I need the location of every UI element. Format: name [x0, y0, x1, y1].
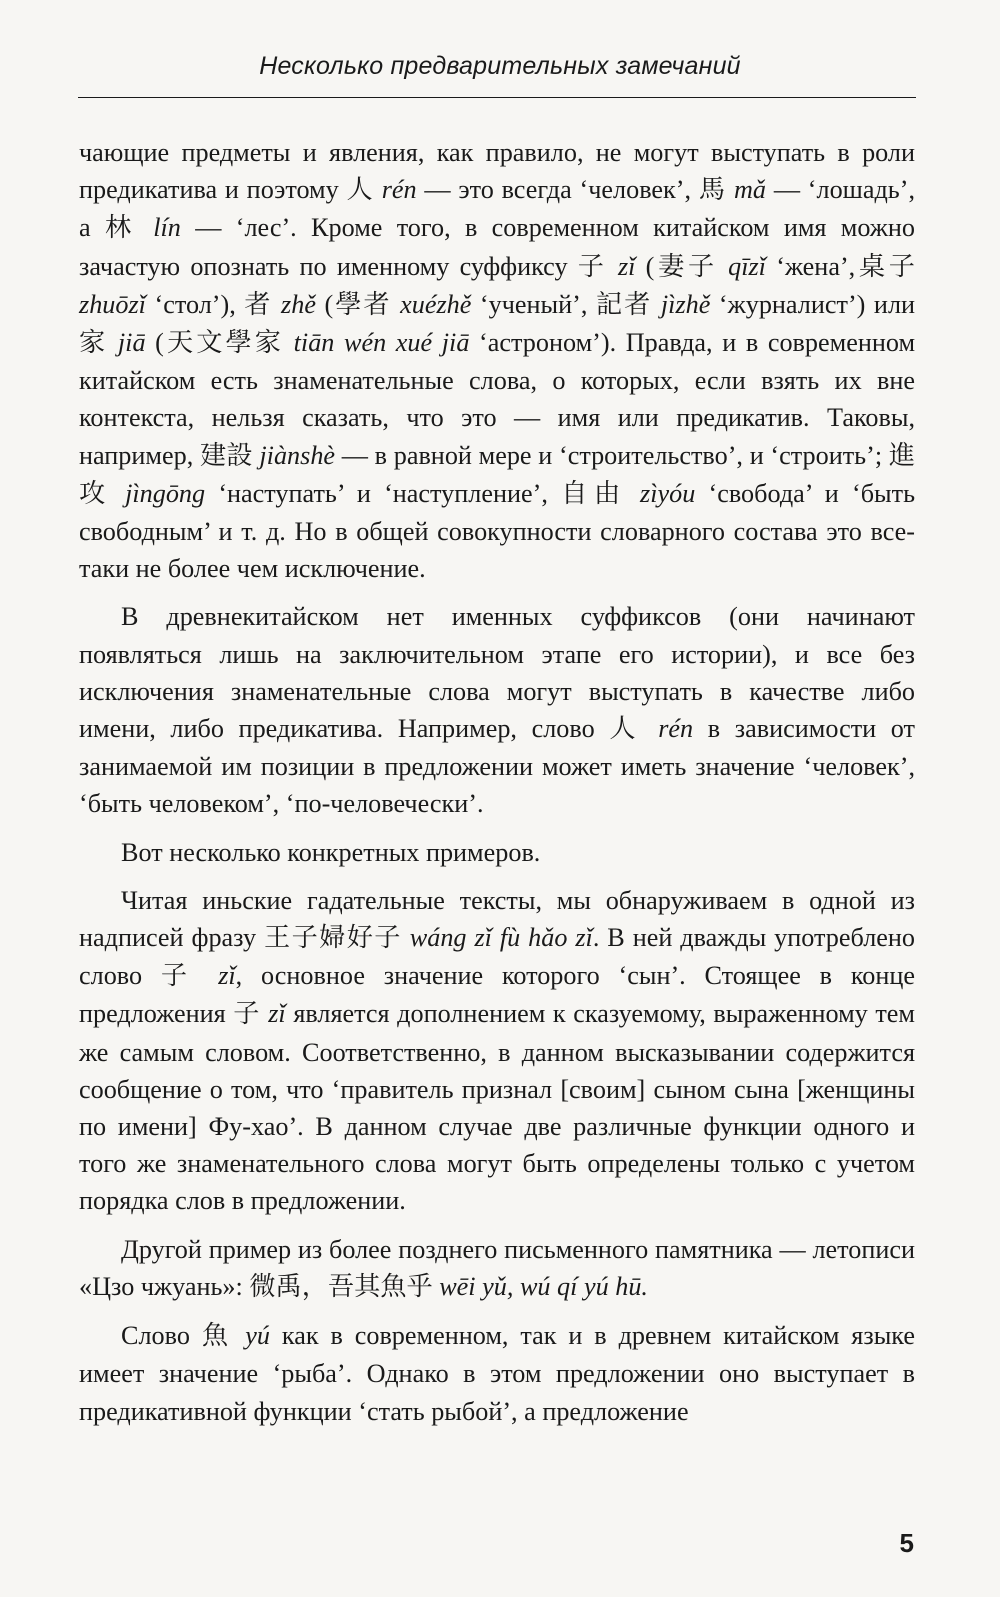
- text-run: является дополнением к сказуемому, выраженному тем же самым словом. Соответственно, в данном высказывании содержится сообщение о том, что ‘правитель признал [своим] сыном сына [женщины по имени] Фу-хао’. В данном случае две различные функции одного и того же знаменательного слова могут быть определены только с учетом порядка слов в предложении.: [79, 999, 916, 1216]
- romanization: wēi yǔ, wú qí yú hū.: [439, 1271, 648, 1301]
- romanization: jiànshè: [259, 440, 336, 470]
- paragraph: [79, 834, 915, 871]
- text-run: чающие предметы и явления, как правило, не могут выступать в роли предикатива и поэтому: [79, 138, 915, 205]
- page-number: 5: [899, 1528, 914, 1558]
- chinese-characters: 者: [244, 289, 273, 320]
- romanization: qīzǐ: [728, 251, 766, 281]
- romanization: tiān wén xué jiā: [293, 328, 470, 358]
- chinese-characters: 子: [577, 251, 608, 282]
- text-run: [112, 479, 125, 508]
- text-run: В древнекитайском нет именных суффиксов (они начинают появляться лишь на заключительном этапе его истории), и все без исключения знаменательные слова могут выступать в качестве либо имени, либо предикатива. Например, слово: [79, 602, 915, 744]
- paragraph: [79, 1231, 915, 1306]
- romanization: zǐ: [268, 999, 286, 1029]
- text-run: [233, 1321, 245, 1350]
- text-run: (: [635, 251, 655, 281]
- text-run: (: [145, 328, 164, 358]
- chinese-characters: 自由: [561, 478, 627, 509]
- chinese-characters: 人: [346, 175, 374, 206]
- text-run: — это всегда ‘человек’,: [416, 175, 699, 205]
- text-run: — ‘лес’. Кроме того, в современном китайском имя можно зачастую опознать по именному суффиксу: [79, 213, 915, 281]
- paragraph: [79, 134, 915, 587]
- text-run: Вот несколько конкретных примеров.: [121, 837, 541, 867]
- text-run: в зависимости от занимаемой им позиции в предложении может иметь значение ‘человек’, ‘быть человеком’, ‘по-человечески’.: [79, 714, 915, 819]
- romanization: zǐ: [617, 251, 636, 281]
- text-run: . В ней дважды употреблено слово: [79, 923, 915, 991]
- chinese-characters: 人: [609, 714, 644, 745]
- text-run: , основное значение которого ‘сын’. Стоящее в конце предложения: [79, 961, 915, 1029]
- text-run: [284, 328, 294, 357]
- romanization: zhuōzǐ: [79, 289, 146, 319]
- text-run: Читая иньские гадательные тексты, мы обнаруживаем в одной из надписей фразу: [79, 885, 915, 953]
- text-run: [718, 252, 728, 281]
- body-text: [79, 134, 915, 1430]
- text-run: ‘журналист’) или: [710, 289, 916, 319]
- text-run: [139, 213, 153, 242]
- romanization: xuézhě: [400, 289, 472, 319]
- chinese-characters: 子: [160, 961, 200, 992]
- text-run: ‘наступать’ и ‘наступление’,: [205, 478, 562, 508]
- text-run: [108, 328, 118, 357]
- chinese-characters: 子: [233, 999, 261, 1030]
- romanization: lín: [153, 213, 181, 243]
- romanization: wáng zǐ fù hǎo zǐ: [409, 923, 593, 953]
- romanization: zhě: [281, 289, 316, 319]
- text-run: [392, 290, 401, 319]
- chinese-characters: 林: [104, 213, 139, 244]
- chinese-characters: 妻子: [654, 251, 718, 282]
- text-run: — ‘лошадь’, а: [79, 175, 915, 243]
- romanization: jiā: [117, 328, 146, 358]
- romanization: jìngōng: [125, 478, 206, 508]
- text-run: [608, 252, 618, 281]
- text-run: (: [315, 289, 334, 319]
- text-run: — в равной мере и ‘строительство’, и ‘строить’;: [335, 440, 889, 470]
- paragraph: [79, 598, 915, 822]
- text-run: [272, 290, 281, 319]
- chinese-characters: 天文學家: [163, 328, 285, 359]
- text-run: [644, 714, 659, 743]
- romanization: jìzhě: [660, 289, 711, 319]
- text-run: [726, 175, 734, 204]
- text-run: [627, 479, 640, 508]
- text-run: [402, 923, 410, 952]
- text-run: ‘астроном’). Правда, и в современном китайском есть знаменательные слова, о которых, если взять их вне контекста, нельзя сказать, что это — имя или предикатив. Таковы, например,: [79, 328, 916, 470]
- text-run: [652, 290, 661, 319]
- paragraph: [79, 882, 915, 1220]
- chinese-characters: 桌子: [855, 251, 915, 282]
- chinese-characters: 王子婦好子: [264, 923, 402, 954]
- chinese-characters: 馬: [698, 175, 727, 206]
- romanization: yú: [245, 1321, 270, 1351]
- running-header: Несколько предварительных замечаний: [259, 52, 741, 80]
- text-run: [199, 961, 218, 990]
- chinese-characters: 記者: [595, 289, 653, 320]
- romanization: mǎ: [734, 175, 767, 205]
- text-run: как в современном, так и в древнем китайском языке имеет значение ‘рыба’. Однако в этом предложении оно выступает в предикативной функции ‘стать рыбой’, а предложение: [79, 1321, 915, 1426]
- chinese-characters: 家: [79, 328, 109, 359]
- text-run: ‘ученый’,: [471, 289, 596, 319]
- chinese-characters: 微禹，吾其魚乎: [249, 1271, 433, 1302]
- chinese-characters: 學者: [333, 289, 392, 320]
- text-run: ‘стол’),: [145, 289, 245, 319]
- paragraph: [79, 1317, 915, 1430]
- text-run: Другой пример из более позднего письменного памятника — летописи «Цзо чжуань»:: [79, 1234, 915, 1301]
- chinese-characters: 魚: [201, 1321, 234, 1352]
- text-run: Слово: [121, 1321, 202, 1351]
- romanization: rén: [381, 175, 417, 205]
- text-run: [374, 175, 382, 204]
- text-run: ‘свобода’ и ‘быть свободным’ и т. д. Но в общей совокупности словарного состава это все-таки не более чем исключение.: [79, 478, 916, 584]
- romanization: zǐ: [218, 961, 236, 991]
- romanization: rén: [658, 714, 694, 744]
- header-rule: [78, 97, 916, 98]
- romanization: zìyóu: [640, 478, 696, 508]
- text-run: ‘жена’,: [765, 251, 856, 281]
- chinese-characters: 建設: [199, 440, 253, 471]
- chinese-characters: 進攻: [79, 440, 915, 509]
